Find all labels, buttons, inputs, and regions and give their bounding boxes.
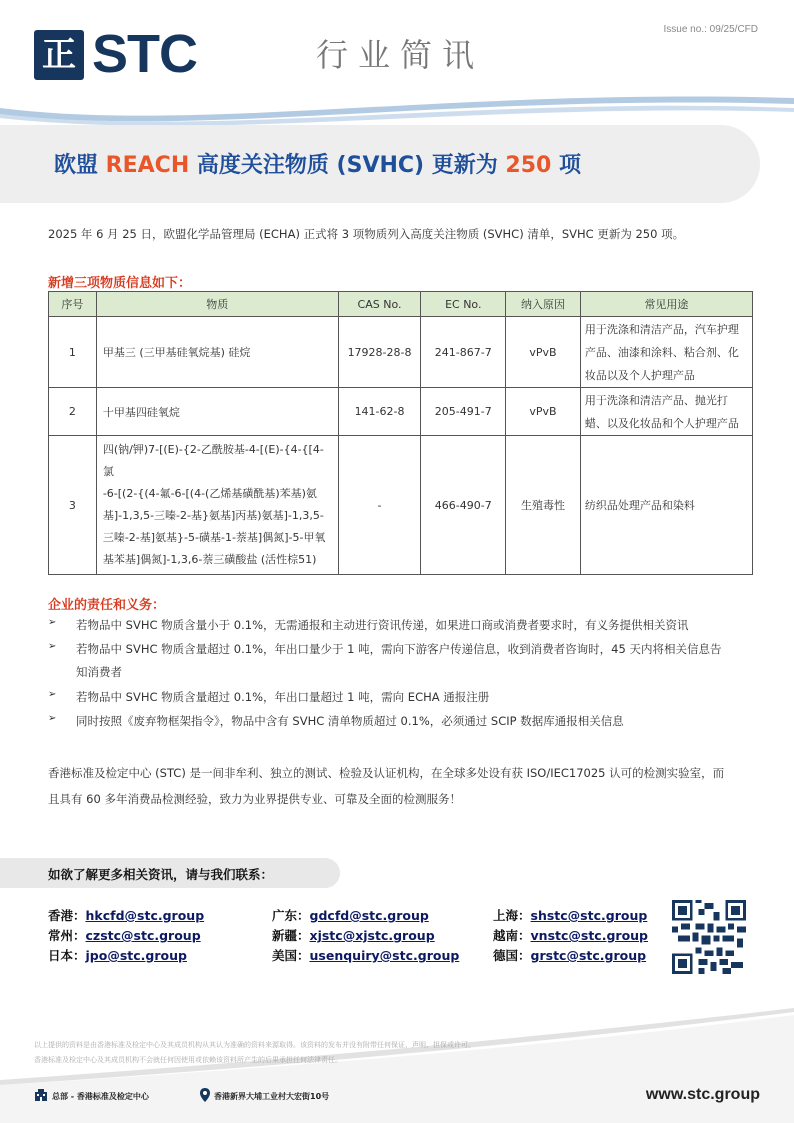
logo-text: STC	[92, 24, 197, 84]
table-row	[49, 436, 753, 575]
cell-cas: 141-62-8	[338, 388, 421, 436]
use-line: 妆品以及个人护理产品	[584, 368, 695, 382]
email-link[interactable]: usenquiry@stc.group	[309, 948, 460, 963]
list-item: ➢ 若物品中 SVHC 物质含量超过 0.1%，年出口量超过 1 吨，需向 ECHA 通报注册	[48, 689, 490, 704]
cell-cas: 17928-28-8	[338, 317, 421, 388]
contact-item: 德国：grstc@stc.group	[493, 948, 647, 963]
cell-no: 3	[49, 436, 97, 575]
cell-reason: vPvB	[506, 388, 581, 436]
substance-line: 四(钠/钾)7-[(E)-{2-乙酰胺基-4-[(E)-{4-{[4-氯	[102, 443, 324, 478]
cell-cas: -	[338, 436, 421, 575]
location-pin-icon	[200, 1088, 210, 1102]
cell-uses: 纺织品处理产品和染料	[580, 436, 752, 575]
substance-line: 基苯基]偶氮]-1,3,6-萘三磺酸盐 (活性棕51)	[102, 553, 317, 566]
contact-item: 日本：jpo@stc.group	[48, 948, 187, 963]
use-line: 产品、油漆和涂料、粘合剂、化	[584, 345, 739, 359]
cell-no: 1	[49, 317, 97, 388]
email-link[interactable]: shstc@stc.group	[530, 908, 648, 923]
arrow-bullet-icon: ➢	[48, 617, 57, 628]
cell-uses	[580, 317, 752, 388]
section-title-obligations: 企业的责任和义务：	[48, 598, 166, 613]
email-link[interactable]: czstc@stc.group	[85, 928, 201, 943]
table-header-row	[49, 292, 753, 317]
cell-uses	[580, 388, 752, 436]
col-header-reason: 纳入原因	[506, 292, 581, 317]
arrow-bullet-icon: ➢	[48, 713, 57, 724]
qr-code-icon[interactable]	[672, 900, 746, 974]
contact-title: 如欲了解更多相关资讯，请与我们联系：	[48, 867, 274, 882]
issue-number: Issue no.: 09/25/CFD	[663, 24, 758, 35]
svhc-table	[48, 291, 753, 575]
footer-hq: 总部 - 香港标准及检定中心	[52, 1092, 149, 1101]
cell-substance	[96, 436, 338, 575]
logo-mark: 正	[42, 35, 76, 75]
substance-line: -6-[(2-{(4-氟-6-[(4-(乙烯基磺酰基)苯基)氨	[102, 487, 317, 500]
use-line: 蜡、以及化妆品和个人护理产品	[584, 416, 739, 430]
email-link[interactable]: vnstc@stc.group	[530, 928, 649, 943]
page-title: 欧盟 REACH 高度关注物质 (SVHC) 更新为 250 项	[54, 153, 582, 178]
col-header-substance: 物质	[96, 292, 338, 317]
substance-line: 基]-1,3,5-三嗪-2-基}氨基]丙基)氨基]-1,3,5-	[102, 509, 324, 522]
footer-address: 香港新界大埔工业村大宏街10号	[214, 1092, 330, 1101]
cell-no: 2	[49, 388, 97, 436]
use-line: 用于洗涤和清洁产品、抛光打	[584, 393, 728, 407]
contact-item: 广东：gdcfd@stc.group	[272, 908, 429, 923]
about-paragraph: 香港标准及检定中心 (STC) 是一间非牟利、独立的测试、检验及认证机构，在全球多处设有获 ISO/IEC17025 认可的检测实验室，而 且具有 60 多年消费品检测经验，致力为业界提供专业、可靠及全面的检测服务！	[48, 766, 725, 806]
cell-ec: 466-490-7	[421, 436, 506, 575]
email-link[interactable]: gdcfd@stc.group	[309, 908, 429, 923]
newsletter-label: 行业简讯	[316, 36, 485, 74]
arrow-bullet-icon: ➢	[48, 689, 57, 700]
email-link[interactable]: hkcfd@stc.group	[85, 908, 205, 923]
col-header-ec: EC No.	[421, 292, 506, 317]
contact-item: 香港：hkcfd@stc.group	[48, 908, 205, 923]
table-row	[49, 317, 753, 388]
section-title-new-substances: 新增三项物质信息如下：	[48, 276, 192, 291]
list-item: ➢ 同时按照《废弃物框架指令》，物品中含有 SVHC 清单物质超过 0.1%，必须通过 SCIP 数据库通报相关信息	[48, 713, 624, 728]
email-link[interactable]: grstc@stc.group	[530, 948, 647, 963]
col-header-no: 序号	[49, 292, 97, 317]
website-link[interactable]: www.stc.group	[645, 1086, 760, 1103]
col-header-cas: CAS No.	[338, 292, 421, 317]
list-item: ➢ 若物品中 SVHC 物质含量小于 0.1%，无需通报和主动进行资讯传递，如果进口商或消费者要求时，有义务提供相关资讯	[48, 617, 689, 632]
table-row	[49, 388, 753, 436]
email-link[interactable]: jpo@stc.group	[85, 948, 187, 963]
contact-item: 上海：shstc@stc.group	[493, 908, 648, 923]
cell-substance: 甲基三 (三甲基硅氧烷基) 硅烷	[96, 317, 338, 388]
contact-item: 常州：czstc@stc.group	[48, 928, 201, 943]
cell-substance: 十甲基四硅氧烷	[96, 388, 338, 436]
email-link[interactable]: xjstc@xjstc.group	[309, 928, 435, 943]
cell-reason: 生殖毒性	[506, 436, 581, 575]
contact-item: 越南：vnstc@stc.group	[493, 928, 649, 943]
intro-paragraph: 2025 年 6 月 25 日，欧盟化学品管理局 (ECHA) 正式将 3 项物质列入高度关注物质 (SVHC) 清单，SVHC 更新为 250 项。	[48, 227, 685, 241]
cell-reason: vPvB	[506, 317, 581, 388]
cell-ec: 241-867-7	[421, 317, 506, 388]
substance-line: 三嗪-2-基]氨基}-5-磺基-1-萘基]偶氮]-5-甲氧	[102, 531, 326, 544]
arrow-bullet-icon: ➢	[48, 641, 57, 652]
contact-item: 新疆：xjstc@xjstc.group	[272, 928, 435, 943]
cell-ec: 205-491-7	[421, 388, 506, 436]
contact-item: 美国：usenquiry@stc.group	[272, 948, 460, 963]
building-icon	[34, 1088, 48, 1102]
use-line: 用于洗涤和清洁产品，汽车护理	[584, 322, 739, 336]
col-header-uses: 常见用途	[580, 292, 752, 317]
disclaimer: 以上提供的资料是由香港标准及检定中心及其成员机构从其认为准确的资料来源取得。该资料的发布并没有附带任何保证、声明、担保或许可。 香港标准及检定中心及其成员机构不会就任何因使用或依赖该资料所产生的后果承担任何法律责任。	[34, 1041, 475, 1064]
list-item: ➢ 若物品中 SVHC 物质含量超过 0.1%，年出口量少于 1 吨，需向下游客户传递信息，收到消费者咨询时，45 天内将相关信息告 知消费者	[48, 641, 722, 679]
